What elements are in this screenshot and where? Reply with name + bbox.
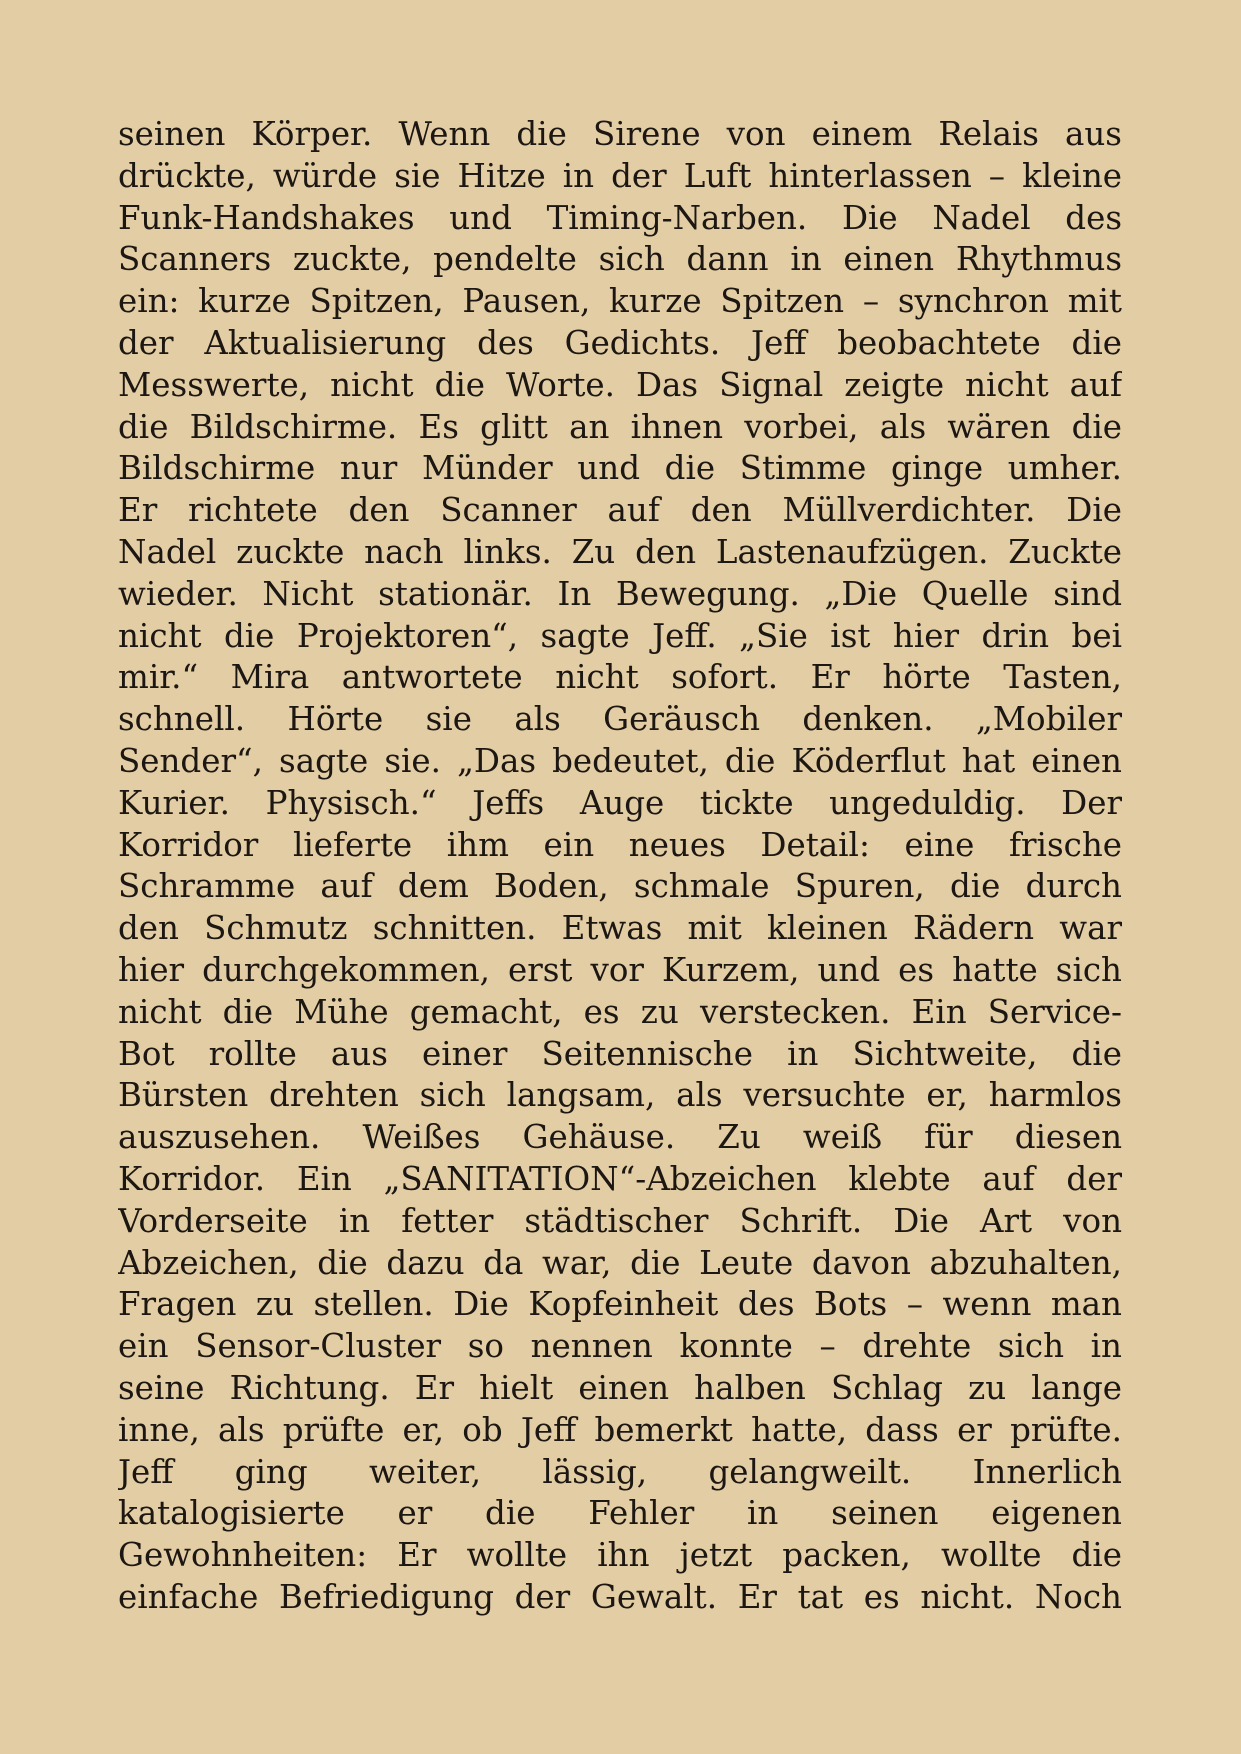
text-line: ein: kurze Spitzen, Pausen, kurze Spitzen – synchron mit <box>118 282 1122 321</box>
text-line: Korridor. Ein „SANITATION“-Abzeichen klebte auf der <box>118 1159 1122 1198</box>
text-line: seinen Körper. Wenn die Sirene von einem Relais aus <box>118 115 1122 153</box>
text-line: Bildschirme nur Münder und die Stimme ginge umher. <box>118 449 1122 488</box>
text-line: wieder. Nicht stationär. In Bewegung. „Die Quelle sind <box>118 574 1122 613</box>
text-line: Abzeichen, die dazu da war, die Leute davon abzuhalten, <box>118 1243 1122 1282</box>
text-line: Kurier. Physisch.“ Jeffs Auge tickte ungeduldig. Der <box>118 783 1122 822</box>
text-line: Er richtete den Scanner auf den Müllverdichter. Die <box>118 491 1122 530</box>
text-line: Korridor lieferte ihm ein neues Detail: eine frische <box>118 825 1122 864</box>
text-line: seine Richtung. Er hielt einen halben Schlag zu lange <box>118 1368 1122 1407</box>
text-line: hier durchgekommen, erst vor Kurzem, und es hatte sich <box>118 950 1122 989</box>
page-text <box>118 114 1122 1619</box>
text-line: katalogisierte er die Fehler in seinen eigenen <box>118 1494 1122 1533</box>
text-line: nicht die Projektoren“, sagte Jeff. „Sie ist hier drin bei <box>118 616 1122 655</box>
text-line: Funk-Handshakes und Timing-Narben. Die Nadel des <box>118 198 1122 237</box>
text-line: Sender“, sagte sie. „Das bedeutet, die Köderflut hat einen <box>118 741 1122 780</box>
text-line: Jeff ging weiter, lässig, gelangweilt. Innerlich <box>118 1452 1122 1491</box>
text-line: Nadel zuckte nach links. Zu den Lastenaufzügen. Zuckte <box>118 532 1122 571</box>
text-line: ein Sensor-Cluster so nennen konnte – drehte sich in <box>118 1327 1122 1366</box>
text-line: Gewohnheiten: Er wollte ihn jetzt packen, wollte die <box>118 1536 1122 1575</box>
text-line: einfache Befriedigung der Gewalt. Er tat es nicht. Noch <box>118 1577 1122 1616</box>
text-line: auszusehen. Weißes Gehäuse. Zu weiß für diesen <box>118 1118 1122 1157</box>
text-line: Scanners zuckte, pendelte sich dann in einen Rhythmus <box>118 240 1122 279</box>
text-line: die Bildschirme. Es glitt an ihnen vorbei, als wären die <box>118 407 1122 446</box>
text-line: mir.“ Mira antwortete nicht sofort. Er hörte Tasten, <box>118 658 1122 697</box>
text-line: Vorderseite in fetter städtischer Schrift. Die Art von <box>118 1201 1122 1240</box>
text-line: Schramme auf dem Boden, schmale Spuren, die durch <box>118 867 1122 906</box>
text-line: nicht die Mühe gemacht, es zu verstecken. Ein Service- <box>118 992 1122 1031</box>
text-line: schnell. Hörte sie als Geräusch denken. „Mobiler <box>118 700 1122 739</box>
text-line: drückte, würde sie Hitze in der Luft hinterlassen – kleine <box>118 156 1122 195</box>
text-line: Bürsten drehten sich langsam, als versuchte er, harmlos <box>118 1076 1122 1115</box>
text-line: den Schmutz schnitten. Etwas mit kleinen Rädern war <box>118 909 1122 948</box>
text-line: Bot rollte aus einer Seitennische in Sichtweite, die <box>118 1034 1122 1073</box>
text-line: der Aktualisierung des Gedichts. Jeff beobachtete die <box>118 323 1122 362</box>
text-line: Fragen zu stellen. Die Kopfeinheit des Bots – wenn man <box>118 1285 1122 1324</box>
text-line: Messwerte, nicht die Worte. Das Signal zeigte nicht auf <box>118 365 1122 404</box>
text-line: inne, als prüfte er, ob Jeff bemerkt hatte, dass er prüfte. <box>118 1410 1122 1449</box>
